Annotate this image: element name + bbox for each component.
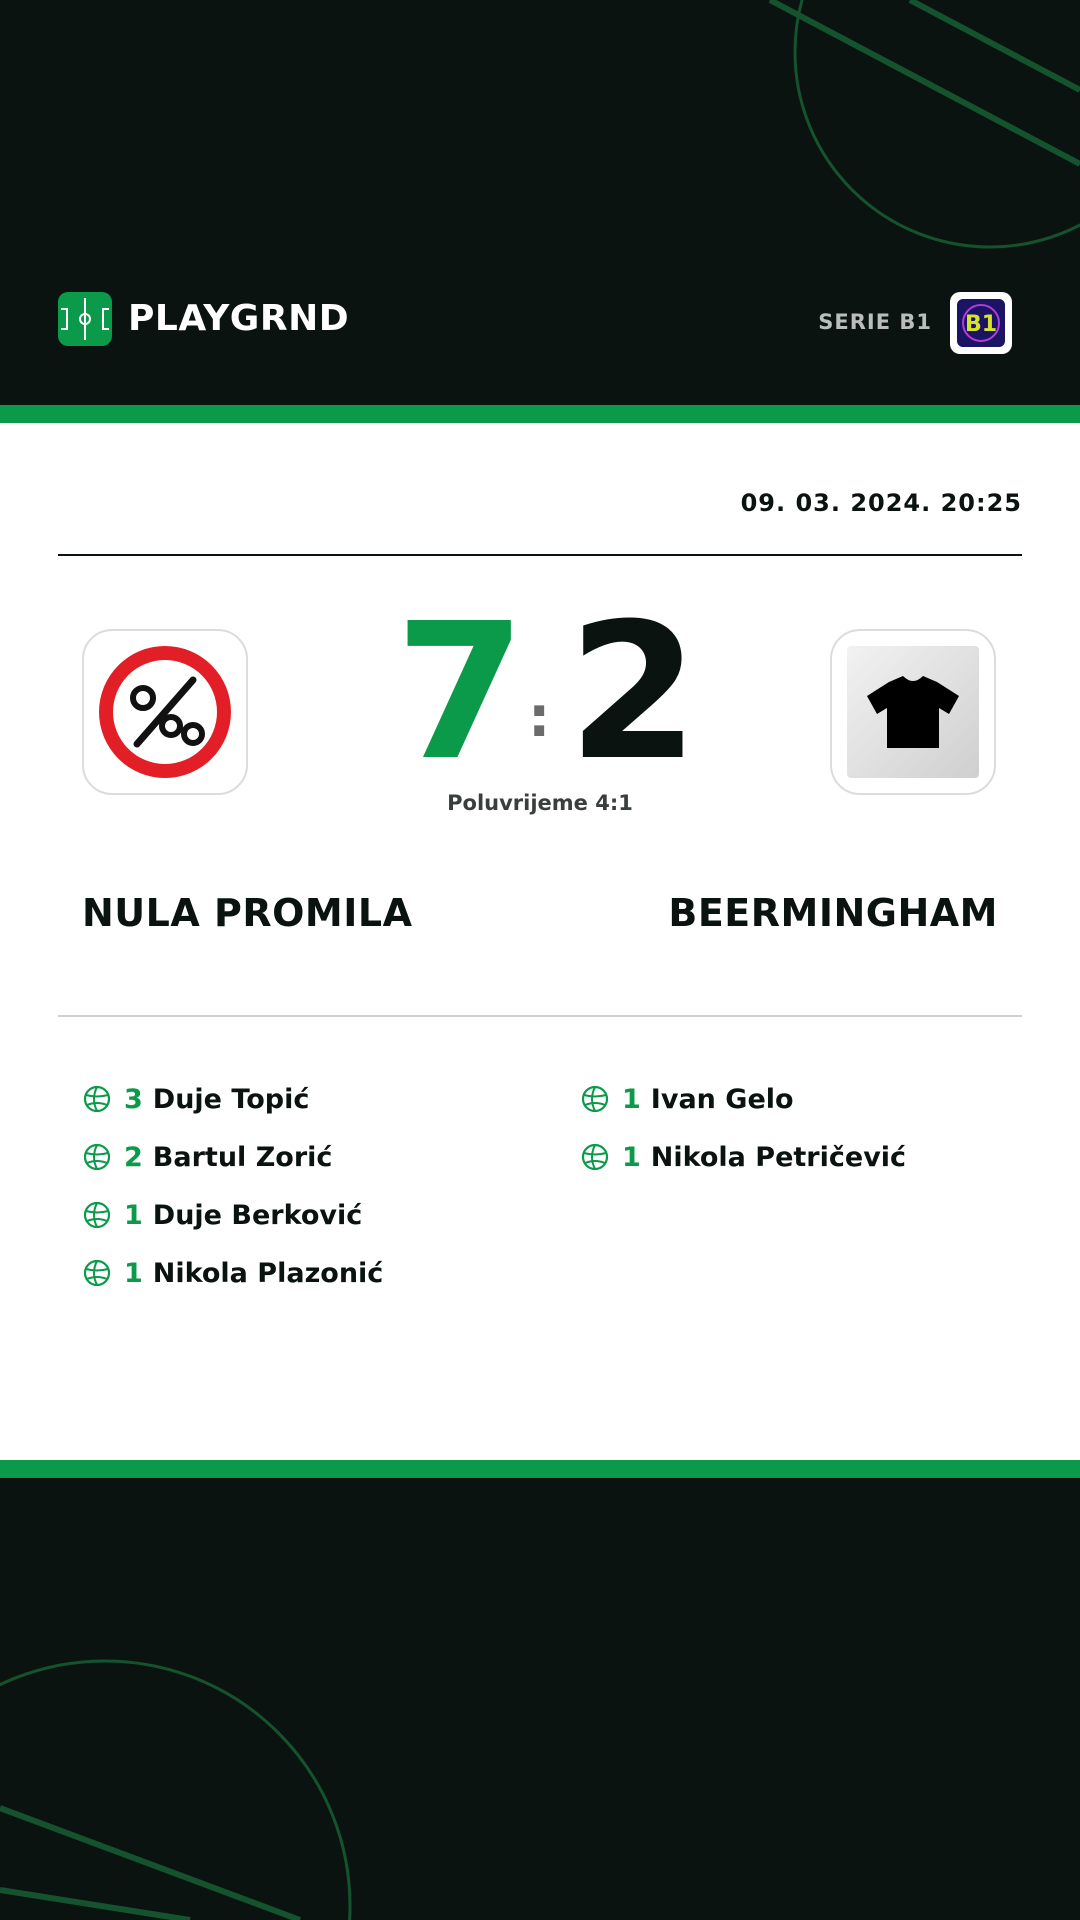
scorer-row [82, 1070, 383, 1128]
score-separator: : [528, 685, 551, 750]
player-name[interactable]: Duje Berković [152, 1199, 363, 1231]
football-icon [580, 1142, 610, 1172]
goal-count: 3 [124, 1083, 143, 1115]
goal-count: 2 [124, 1141, 143, 1173]
player-name[interactable]: Bartul Zorić [152, 1141, 333, 1173]
divider [58, 554, 1022, 556]
accent-bar-top [0, 405, 1080, 423]
player-name[interactable]: Ivan Gelo [650, 1083, 794, 1115]
home-scorers-list [82, 1070, 383, 1302]
goal-count: 1 [124, 1199, 143, 1231]
football-icon [82, 1200, 112, 1230]
away-team-logo[interactable] [830, 629, 996, 795]
away-scorers-list [580, 1070, 906, 1186]
football-icon [82, 1142, 112, 1172]
tshirt-icon [845, 644, 981, 780]
divider [58, 1015, 1022, 1017]
match-datetime: 09. 03. 2024. 20:25 [740, 489, 1022, 517]
league-name: SERIE B1 [818, 310, 932, 334]
scorer-row [580, 1070, 906, 1128]
home-score: 7 [395, 583, 526, 802]
scorer-row [82, 1186, 383, 1244]
goal-count: 1 [124, 1257, 143, 1289]
away-team-name[interactable]: BEERMINGHAM [668, 891, 998, 935]
player-name[interactable]: Duje Topić [152, 1083, 310, 1115]
percent-sign-icon [97, 644, 233, 780]
football-icon [82, 1084, 112, 1114]
goal-count: 1 [622, 1141, 641, 1173]
league-badge[interactable] [950, 292, 1012, 354]
match-card [0, 423, 1080, 1460]
home-team-name[interactable]: NULA PROMILA [82, 891, 413, 935]
home-team-logo[interactable] [82, 629, 248, 795]
player-name[interactable]: Nikola Plazonić [152, 1257, 384, 1289]
goal-count: 1 [622, 1083, 641, 1115]
accent-bar-bottom [0, 1460, 1080, 1478]
scorer-row [82, 1244, 383, 1302]
scorer-row [580, 1128, 906, 1186]
halftime-score: Poluvrijeme 4:1 [447, 791, 633, 815]
header-section [0, 0, 1080, 405]
football-icon [82, 1258, 112, 1288]
league-badge-text: B1 [964, 312, 998, 337]
pitch-lines-decoration [0, 1478, 1080, 1920]
b1-logo-icon [956, 298, 1006, 348]
football-icon [580, 1084, 610, 1114]
scorer-row [82, 1128, 383, 1186]
brand-name[interactable]: PLAYGRND [128, 298, 350, 339]
player-name[interactable]: Nikola Petričević [650, 1141, 907, 1173]
away-score: 2 [568, 583, 699, 802]
footer-section [0, 1478, 1080, 1920]
pitch-icon[interactable] [58, 292, 112, 346]
